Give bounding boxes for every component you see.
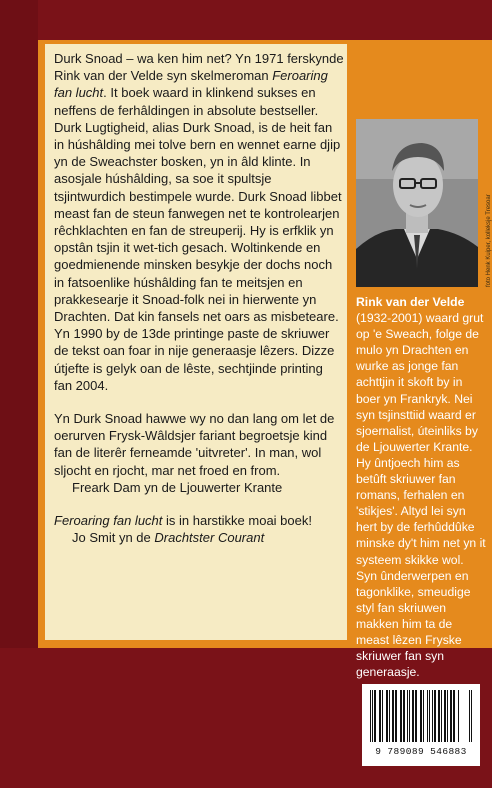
photo-credit: foto Henk Kuiper, kolleksje Tresoar bbox=[486, 194, 492, 287]
isbn-barcode bbox=[362, 684, 480, 766]
barcode-bars bbox=[368, 690, 474, 742]
author-name: Rink van der Velde bbox=[356, 295, 465, 309]
review-quote-2: Feroaring fan lucht is in harstikke moai boek! bbox=[54, 513, 312, 529]
author-bio-text: (1932-2001) waard grut op 'e Sweach, folge de mulo yn Drachten en wurke as jonge fan achttjin it skoft by in boer yn Frankryk. Nei syn tsjinsttiid waard er sjoernalist, úteinliks by de Ljouwerter Krante. Hy ûntjoech him as betûft skriuwer fan romans, ferhalen en 'stikjes'. Altyd lei syn hert by de ferhûddûke minske dy't him net yn it systeem skikke wol. Syn ûnderwerpen en tagonklike, smeudige styl fan skriuwen makken him ta de meast lêzen Fryske skriuwer fan syn generaasje. bbox=[356, 311, 486, 680]
review-source-1: Freark Dam yn de Ljouwerter Krante bbox=[72, 479, 283, 495]
book-title: Feroaring fan lucht bbox=[54, 68, 328, 101]
blurb-text bbox=[54, 50, 344, 546]
review-quote-1: Yn Durk Snoad hawwe wy no dan lang om let de oerurven Frysk-Wâldsjer fariant begroetsje kind fan de literêr ferneamde 'uitvreter'. In man, wol sljocht en rjocht, mar net froed en from. bbox=[54, 411, 335, 478]
author-bio bbox=[356, 294, 488, 680]
blurb-paragraph-1: Durk Snoad – wa ken him net? Yn 1971 ferskynde Rink van der Velde syn skelmeroman Feroaring fan lucht. It boek waard in klinkend sukses en neffens de ferhâldingen in absolute bestseller. bbox=[54, 51, 344, 118]
isbn-number: 9 789089 546883 bbox=[375, 746, 467, 757]
author-portrait-image bbox=[356, 119, 478, 287]
author-photo bbox=[356, 119, 478, 287]
review-source-2: Jo Smit yn de Drachtster Courant bbox=[72, 530, 265, 546]
blurb-paragraph-2: Durk Lugtigheid, alias Durk Snoad, is de heit fan in húshâlding mei tolve bern en wennet earne djip yn de Sweachster bosken, yn in âld klinte. In asosjale húshâlding, sa soe it spultsje tsjintwurdich bestimpele wurde. Durk Snoad libbet meast fan de steun fanwegen net te kontrolearjen rêchklachten en fan de streuperij. Hy is erfklik yn opstân tsjin it wet-tich gesach. Woltinkende en goedmienende minsken besykje der dochs noch in fatsoenlike húshâlding fan te meitsjen en prakkesearje it Snoad-folk nei in hierwente yn Drachten. Dat kin fansels net oars as misbeteare. Yn 1990 by de 13de printinge paste de skriuwer de tekst oan foar in nije generaasje lêzers. Dizze útjefte is gelyk oan de lêste, sechtjinde printing fan 2004. bbox=[54, 119, 342, 393]
